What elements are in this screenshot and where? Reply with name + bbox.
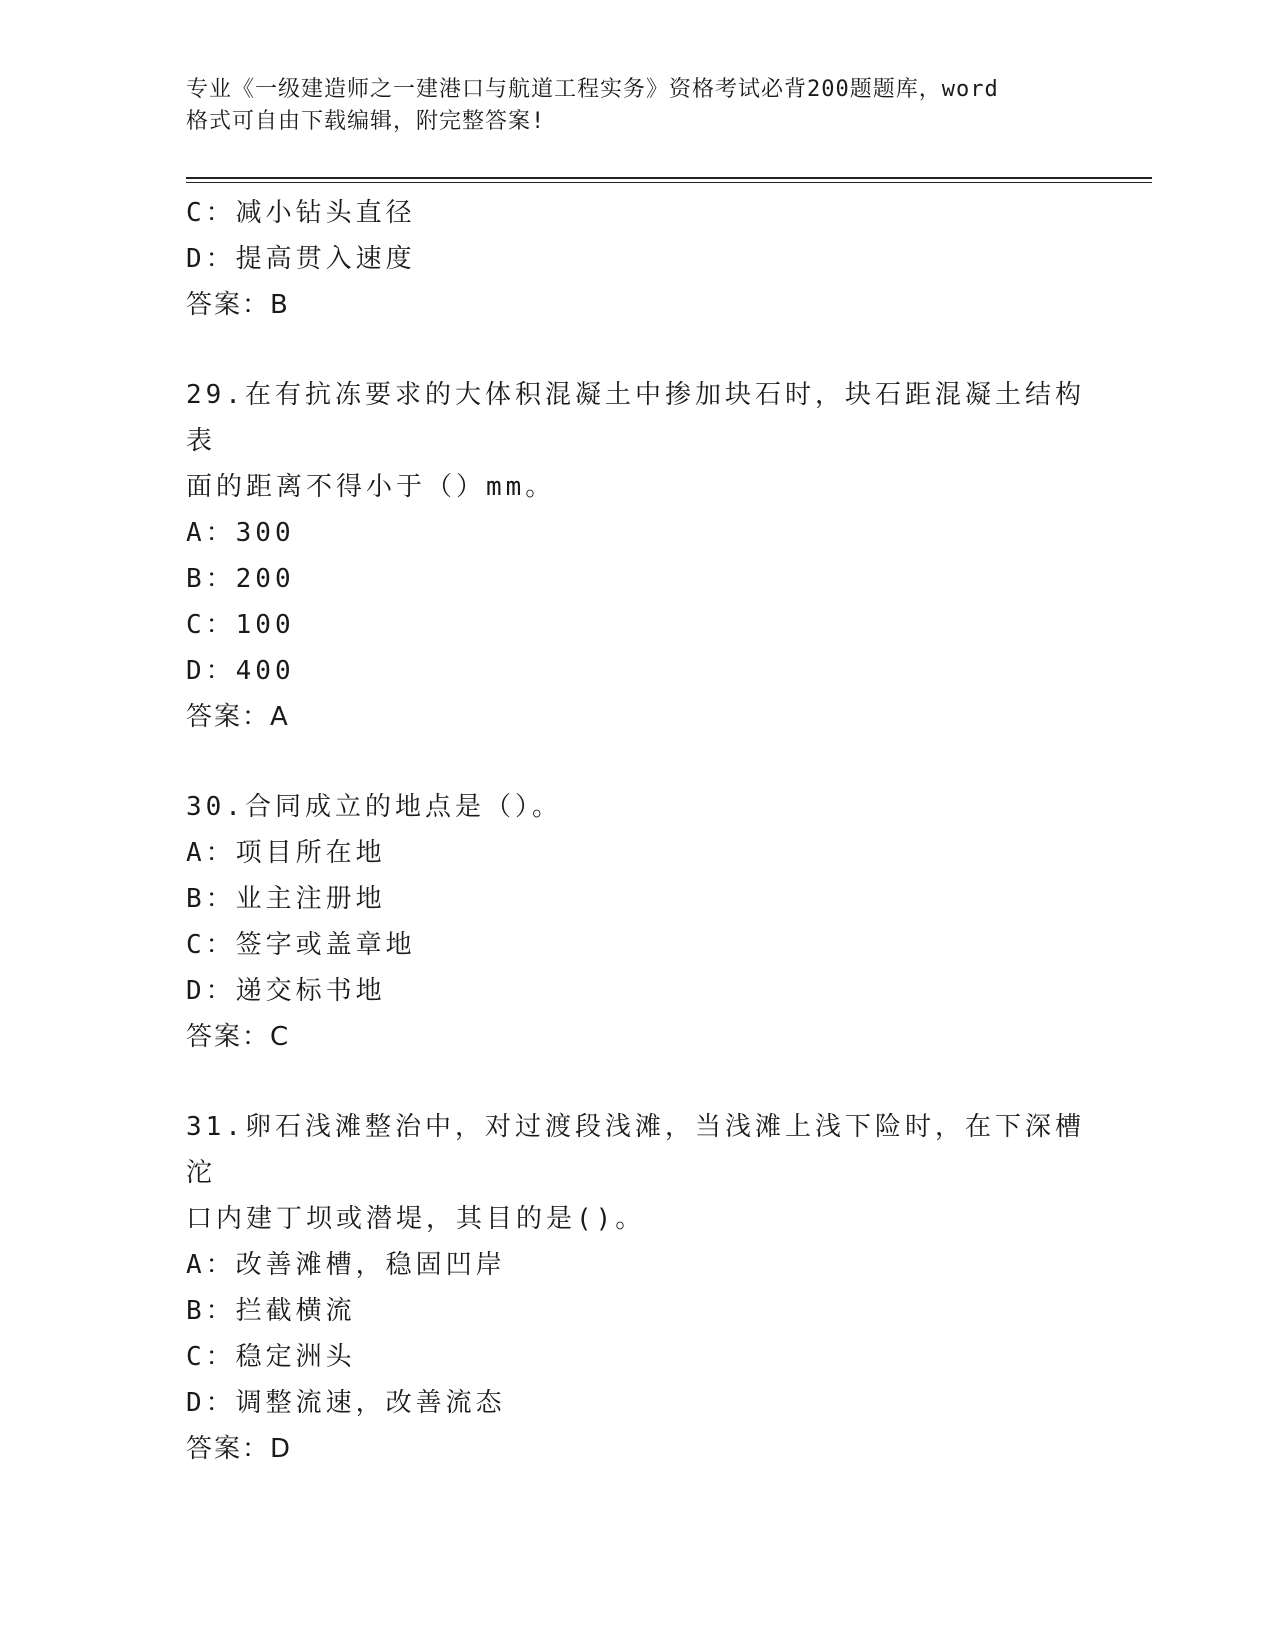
q29-option-a: A：300 [186,518,295,548]
question-29 [186,372,1086,740]
q30-option-a: A：项目所在地 [186,838,386,868]
q29-option-c: C：100 [186,610,295,640]
header-divider-thin [186,182,1152,183]
spacer [186,328,1086,372]
q30-text-line1: 30.合同成立的地点是（）。 [186,792,562,822]
question-30 [186,784,1086,1060]
q28-option-c: C：减小钻头直径 [186,198,416,228]
question-31 [186,1104,1086,1472]
q31-answer: 答案：D [186,1434,293,1464]
q31-option-d: D：调整流速，改善流态 [186,1388,506,1418]
q30-answer: 答案：C [186,1022,291,1052]
header-title-line1: 专业《一级建造师之一建港口与航道工程实务》资格考试必背200题题库，word [186,77,999,102]
q31-option-a: A：改善滩槽，稳固凹岸 [186,1250,506,1280]
spacer [186,740,1086,784]
q30-option-b: B：业主注册地 [186,884,386,914]
q30-option-d: D：递交标书地 [186,976,386,1006]
q28-answer: 答案：B [186,290,290,320]
q28-option-d: D：提高贯入速度 [186,244,416,274]
q30-option-c: C：签字或盖章地 [186,930,416,960]
q31-text-line2: 口内建丁坝或潜堤，其目的是()。 [186,1204,646,1234]
spacer [186,1060,1086,1104]
header-divider-thick [186,177,1152,179]
q31-option-c: C：稳定洲头 [186,1342,356,1372]
q29-option-b: B：200 [186,564,295,594]
q31-option-b: B：拦截横流 [186,1296,356,1326]
q29-text-line1: 29.在有抗冻要求的大体积混凝土中掺加块石时，块石距混凝土结构表 [186,380,1085,456]
q29-option-d: D：400 [186,656,295,686]
q29-text-line2: 面的距离不得小于（）mm。 [186,472,556,502]
question-28 [186,190,1086,328]
q29-answer: 答案：A [186,702,290,732]
page-header [186,74,1066,138]
header-title-line2: 格式可自由下载编辑，附完整答案! [186,109,546,134]
question-list [186,190,1086,1472]
q31-text-line1: 31.卵石浅滩整治中，对过渡段浅滩，当浅滩上浅下险时，在下深槽沱 [186,1112,1085,1188]
